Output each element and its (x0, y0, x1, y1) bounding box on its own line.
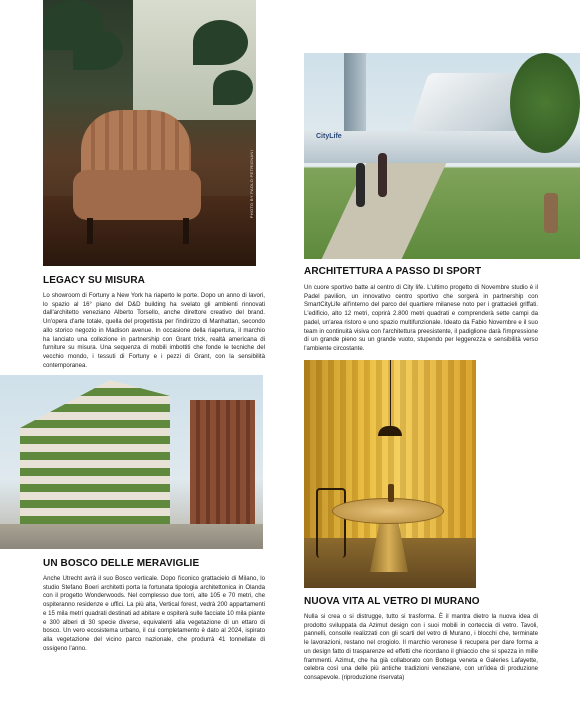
article-body-sport: Un cuore sportivo batte al centro di City life. L'ultimo progetto di Novembre studio è il Padel pavilion, un innovativo centro sportivo che sorgerà in partnership con SmartCityLife all'interno del parco del quartiere milanese noto per i grattacieli griffati. L'edificio, alto 12 metri, coprirà 2.800 metri quadrati e comprenderà sette campi da padel, un'area ristoro e uno spazio multifunzionale. Ideato da Fabio Novembre e il suo team in continuità visiva con l'architettura preesistente, il padiglione darà l'impressione di un grande pieno su un grande vuoto, stupendo per leggerezza e sensibilità verso l'ambiente circostante. (304, 284, 538, 352)
tree (510, 53, 580, 153)
chair (316, 488, 346, 558)
plant-leaf (73, 30, 123, 70)
plant-leaf (213, 70, 253, 105)
brick-tower (190, 400, 255, 530)
plant-leaf (193, 20, 248, 65)
armchair-leg (183, 218, 189, 244)
article-body-murano: Nulla si crea o si distrugge, tutto si trasforma. È il mantra dietro la nuova idea di prodotto sviluppata da Azimut design con i suoi mobili in corteccia di vetro. Tavoli, pannelli, consolle realizzati con gli scarti del vetro di Murano, i blocchi che, terminate le lavorazioni, restano nel crogiolo. Il marchio veronese li recupera per dare forma a un design fatto di trasparenze ed effetti che ricordano il ghiaccio che si spezza in mille frammenti. Azimut, che ha già collaborato con Bottega veneta e Galeries Lafayette, celebra così una delle più antiche tradizioni veneziane, con un'idea di produzione consapevole. (riproduzione riservata) (304, 613, 538, 681)
runner (356, 163, 365, 207)
glass-table-top (332, 498, 444, 524)
vertical-forest-tower (20, 380, 170, 540)
murano-table-photo (304, 360, 476, 588)
article-headline-bosco: UN BOSCO DELLE MERAVIGLIE (43, 558, 200, 569)
article-headline-legacy: LEGACY SU MISURA (43, 275, 145, 286)
skyscraper (344, 53, 366, 133)
armchair-leg (87, 218, 93, 244)
article-body-legacy: Lo showroom di Fortuny a New York ha riaperto le porte. Dopo un anno di lavori, lo spazio al 16° piano del D&D building ha svelato gli ambienti rinnovati dall'architetto veneziano Alberto Torsello, anche direttore creativo del brand. Un'opera d'arte totale, quella del progettista per l'indirizzo di Manhattan, secondo allo storico negozio in Madison avenue. In occasione della riapertura, il marchio ha lanciato una collezione in partnership con Grant trick, realtà americana di furniture su misura. Una sequenza di mobili imbottiti che fonde le tecniche del vecchio mondo, i tessuti di Fortuny e i pezzi di Grant, con la sensibilità contemporanea. (43, 292, 265, 369)
armchair-photo (43, 0, 256, 266)
article-headline-murano: NUOVA VITA AL VETRO DI MURANO (304, 596, 480, 607)
vase (388, 484, 394, 502)
vertical-forest-photo (0, 375, 263, 549)
sport-pavilion-photo (304, 53, 580, 259)
citylife-sign: CityLife (316, 133, 342, 140)
pendant-lamp (378, 426, 402, 436)
person-with-dog (544, 193, 558, 233)
article-body-bosco: Anche Utrecht avrà il suo Bosco verticale. Dopo l'iconico grattacielo di Milano, lo studio Stefano Boeri architetti porta la fortunata tipologia architettonica in Olanda con il progetto Wonderwoods. Nel complesso due torri, alte 105 e 70 metri, che ospiteranno residenze e uffici. La più alta, Vertical forest, vedrà 200 appartamenti e 15 mila metri quadrati destinati ad abitare e ospiterà sulle facciate 10 mila piante e 300 alberi di 30 specie diverse, equivalenti alla vegetazione di un ettaro di bosco. Un vero ecosistema urbano, il cui completamento è dato al 2024, ispirato alla vegetazione del vicino parco nazionale, che produrrà 41 tonnellate di ossigeno l'anno. (43, 575, 265, 652)
runner (378, 153, 387, 197)
article-headline-sport: ARCHITETTURA A PASSO DI SPORT (304, 266, 482, 277)
lamp-cord (390, 360, 391, 430)
photo-credit: PHOTO BY PAOLO PETRIGNANI (249, 150, 254, 219)
armchair-seat (73, 170, 201, 220)
plaza (0, 524, 263, 549)
